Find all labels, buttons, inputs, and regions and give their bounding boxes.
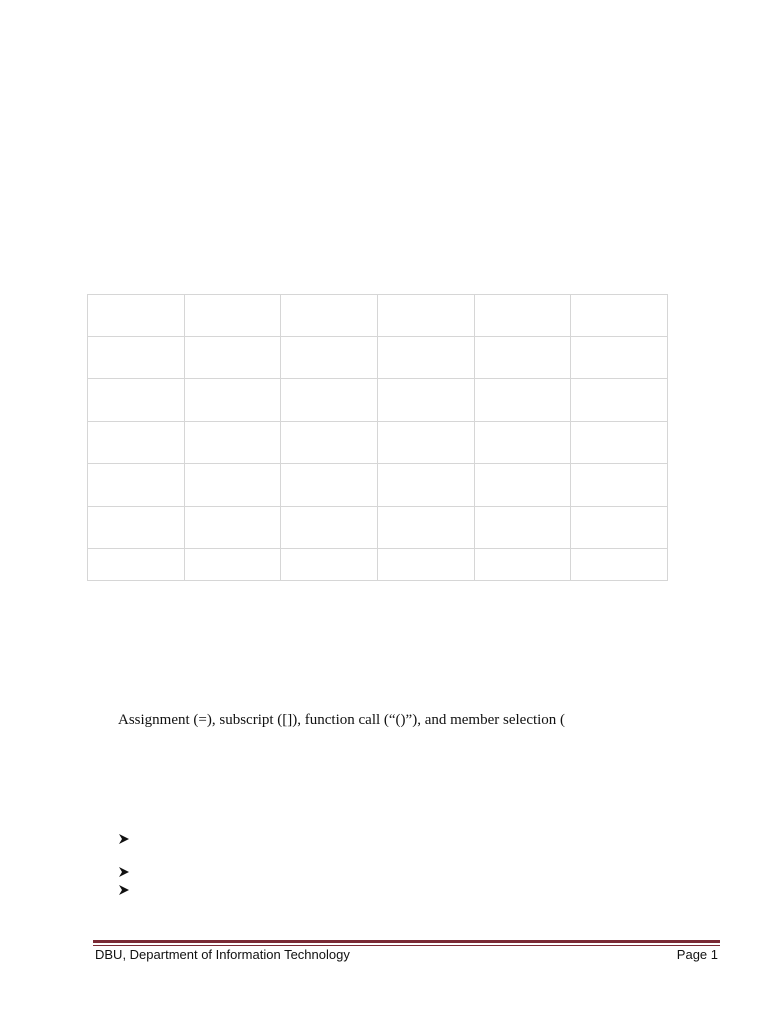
table-cell: [88, 422, 185, 464]
table-cell: [474, 295, 571, 337]
operator-overloading-text: Assignment (=), subscript ([]), function call (“()”), and member selection (: [118, 712, 566, 728]
table-cell: [571, 549, 668, 581]
footer-page-number: Page 1: [676, 947, 718, 962]
table-cell: [571, 507, 668, 549]
table-cell: [281, 295, 378, 337]
table-row: [88, 295, 668, 337]
table-cell: [377, 507, 474, 549]
table-cell: [88, 295, 185, 337]
empty-table: [87, 294, 668, 581]
table-cell: [184, 379, 281, 422]
table-cell: [571, 295, 668, 337]
table-cell: [88, 337, 185, 379]
table-cell: [88, 464, 185, 507]
table-cell: [88, 507, 185, 549]
footer-rule-thin: [93, 945, 720, 946]
table-cell: [474, 422, 571, 464]
table-cell: [281, 422, 378, 464]
table-cell: [377, 337, 474, 379]
table-row: [88, 507, 668, 549]
table-cell: [184, 549, 281, 581]
table-cell: [474, 507, 571, 549]
arrowhead-bullet-icon: [118, 866, 132, 880]
arrowhead-bullet-icon: [118, 884, 132, 898]
table-row: [88, 379, 668, 422]
table-cell: [571, 379, 668, 422]
table-row: [88, 464, 668, 507]
table-cell: [88, 379, 185, 422]
table-cell: [88, 549, 185, 581]
table-cell: [474, 379, 571, 422]
table-cell: [281, 379, 378, 422]
table-cell: [184, 507, 281, 549]
table-row: [88, 337, 668, 379]
table-cell: [281, 337, 378, 379]
footer-rule: [93, 940, 720, 943]
table-cell: [377, 295, 474, 337]
table-cell: [571, 464, 668, 507]
table-cell: [571, 337, 668, 379]
table-cell: [474, 464, 571, 507]
table-cell: [184, 422, 281, 464]
table-cell: [184, 464, 281, 507]
table-cell: [281, 464, 378, 507]
table-cell: [184, 337, 281, 379]
table-cell: [281, 507, 378, 549]
table-cell: [377, 422, 474, 464]
table-cell: [571, 422, 668, 464]
table-cell: [377, 464, 474, 507]
table-cell: [281, 549, 378, 581]
table-cell: [184, 295, 281, 337]
table-cell: [377, 549, 474, 581]
table-row: [88, 422, 668, 464]
table-cell: [474, 337, 571, 379]
footer-department: DBU, Department of Information Technology: [95, 947, 350, 962]
table-row: [88, 549, 668, 581]
table-cell: [377, 379, 474, 422]
table-cell: [474, 549, 571, 581]
arrowhead-bullet-icon: [118, 833, 132, 847]
